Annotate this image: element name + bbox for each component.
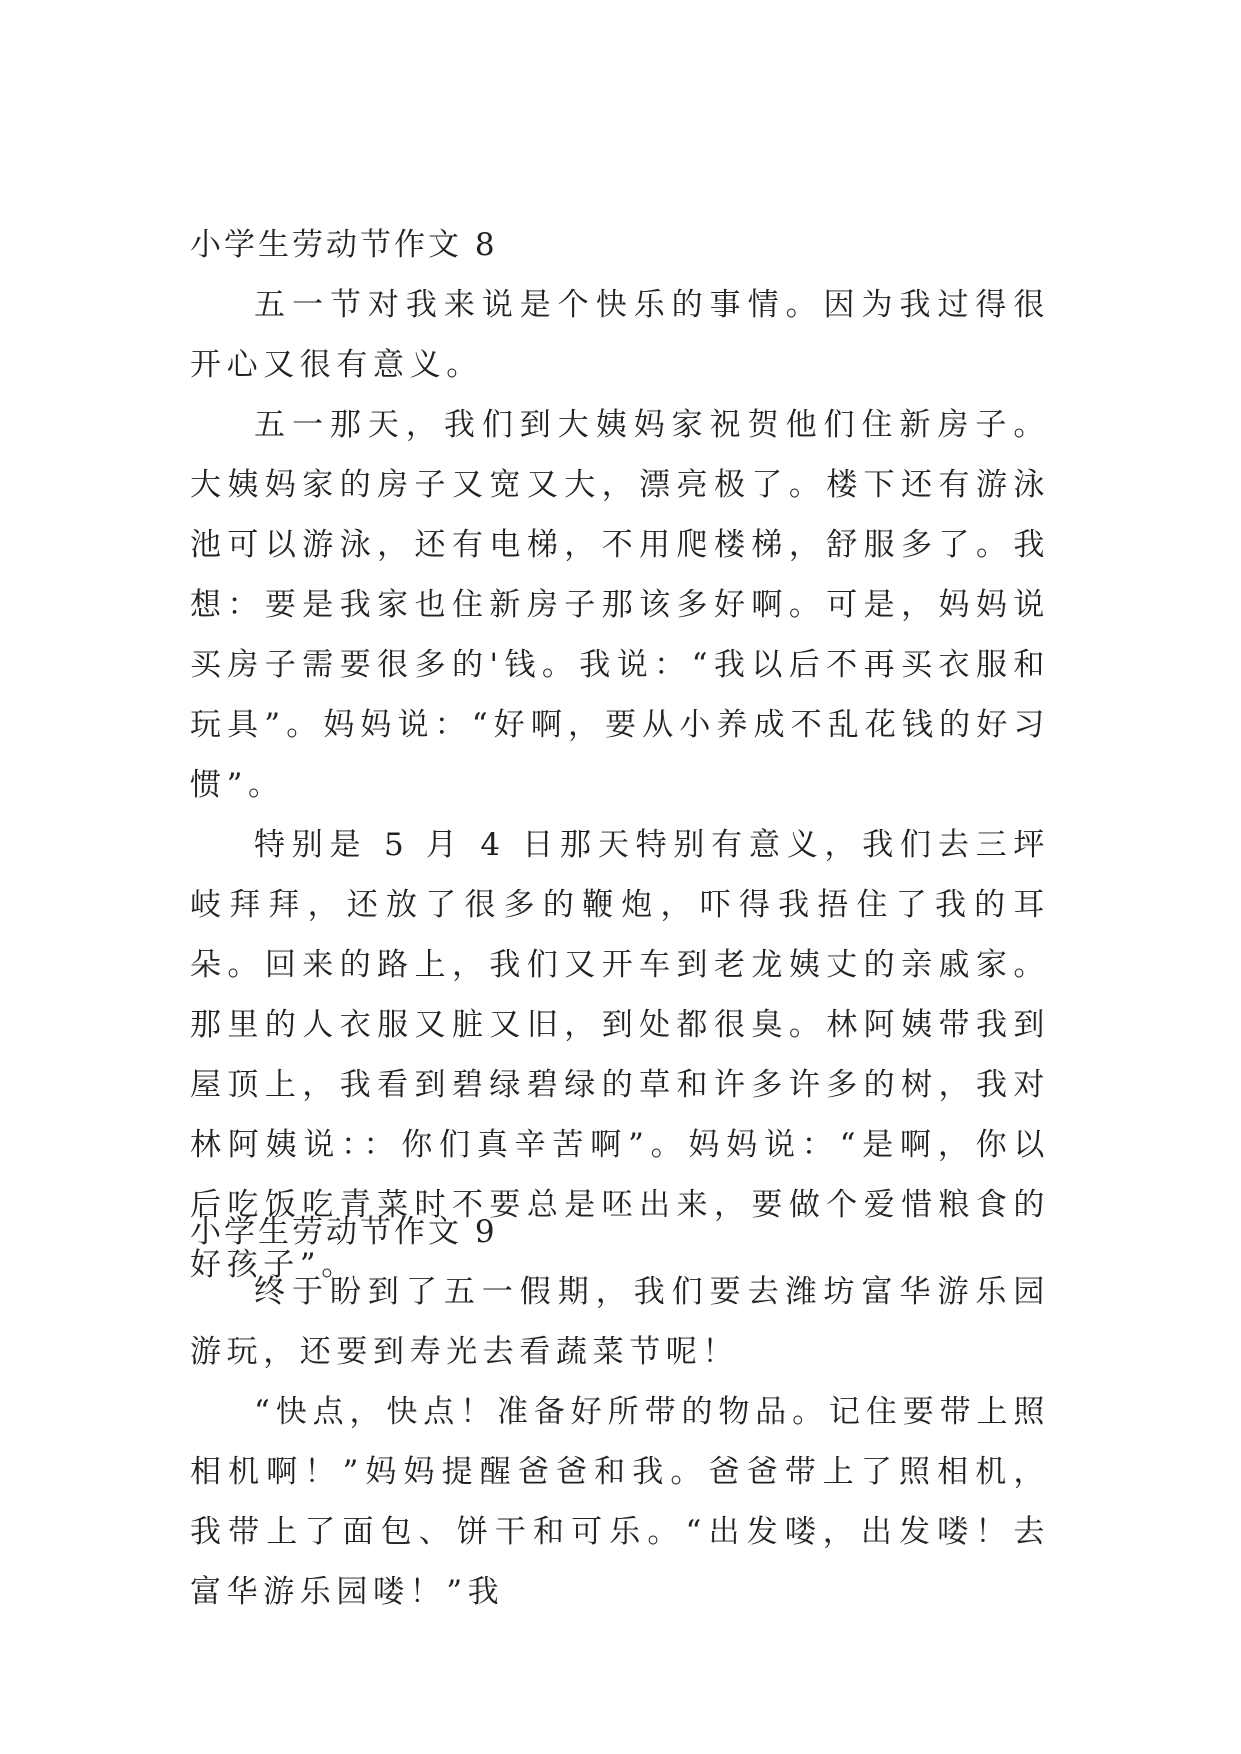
essay-title: 小学生劳动节作文 8 (190, 227, 498, 263)
essay-9 (190, 1202, 1050, 1622)
essay-paragraph: “快点，快点！准备好所带的物品。记住要带上照相机啊！”妈妈提醒爸爸和我。爸爸带上了照相机，我带上了面包、饼干和可乐。“出发喽，出发喽！去富华游乐园喽！”我 (190, 1394, 1050, 1610)
essay-paragraph: 五一节对我来说是个快乐的事情。因为我过得很开心又很有意义。 (190, 287, 1050, 383)
essay-8 (190, 215, 1050, 1295)
essay-paragraph: 五一那天，我们到大姨妈家祝贺他们住新房子。大姨妈家的房子又宽又大，漂亮极了。楼下还有游泳池可以游泳，还有电梯，不用爬楼梯，舒服多了。我想：要是我家也住新房子那该多好啊。可是，妈妈说买房子需要很多的'钱。我说：“我以后不再买衣服和玩具”。妈妈说：“好啊，要从小养成不乱花钱的好习惯”。 (190, 407, 1050, 803)
essay-title: 小学生劳动节作文 9 (190, 1214, 498, 1250)
essay-paragraph: 特别是 5 月 4 日那天特别有意义，我们去三坪岐拜拜，还放了很多的鞭炮，吓得我捂住了我的耳朵。回来的路上，我们又开车到老龙姨丈的亲戚家。那里的人衣服又脏又旧，到处都很臭。林阿姨带我到屋顶上，我看到碧绿碧绿的草和许多许多的树，我对林阿姨说：：你们真辛苦啊”。妈妈说：“是啊，你以后吃饭吃青菜时不要总是呸出来，要做个爱惜粮食的好孩子”。 (190, 827, 1050, 1283)
essay-paragraph: 终于盼到了五一假期，我们要去潍坊富华游乐园游玩，还要到寿光去看蔬菜节呢！ (190, 1274, 1050, 1370)
